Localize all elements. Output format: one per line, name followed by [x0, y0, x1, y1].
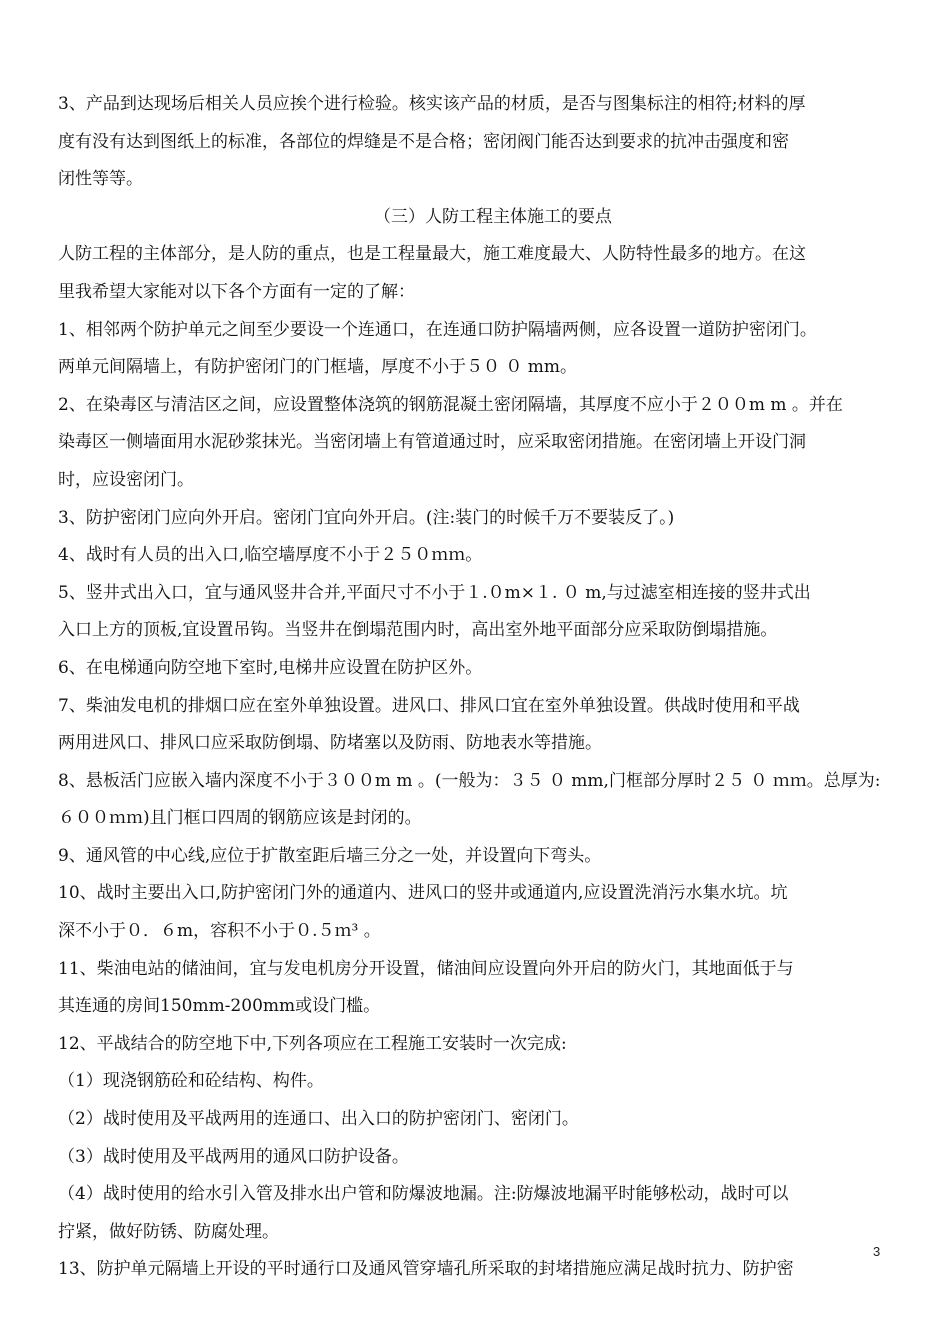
paragraph-line: 入口上方的顶板,宜设置吊钩。当竖井在倒塌范围内时，高出室外地平面部分应采取防倒塌措施。: [58, 620, 778, 641]
page-number: 3: [873, 1244, 881, 1259]
document-body: [58, 86, 898, 1289]
paragraph-line: 闭性等等。: [58, 169, 143, 190]
paragraph-line: 7、柴油发电机的排烟口应在室外单独设置。进风口、排风口宜在室外单独设置。供战时使用和平战: [58, 695, 800, 716]
paragraph-line: 4、战时有人员的出入口,临空墙厚度不小于２５０ｍｍ。: [58, 545, 483, 566]
paragraph-line: 其连通的房间150mm-200mm或设门槛。: [58, 996, 381, 1017]
paragraph-line: 染毒区一侧墙面用水泥砂浆抹光。当密闭墙上有管道通过时，应采取密闭措施。在密闭墙上开设门洞: [58, 432, 806, 453]
paragraph-line: 3、产品到达现场后相关人员应挨个进行检验。核实该产品的材质，是否与图集标注的相符;材料的厚: [58, 94, 806, 114]
paragraph-line: 11、柴油电站的储油间，宜与发电机房分开设置，储油间应设置向外开启的防火门，其地面低于与: [58, 958, 794, 979]
paragraph-line: 12、平战结合的防空地下中,下列各项应在工程施工安装时一次完成:: [58, 1033, 567, 1054]
paragraph-line: 8、悬板活门应嵌入墙内深度不小于３００m m 。(一般为：３５ ０ mm,门框部分厚时２５ ０ ｍｍ。总厚为:: [58, 770, 881, 791]
paragraph-line: 拧紧，做好防锈、防腐处理。: [58, 1221, 279, 1242]
paragraph-line: 3、防护密闭门应向外开启。密闭门宜向外开启。(注:装门的时候千万不要装反了。): [58, 507, 675, 528]
paragraph-line: （1）现浇钢筋砼和砼结构、构件。: [58, 1071, 324, 1092]
paragraph-line: ６００ｍｍ)且门框口四周的钢筋应该是封闭的。: [58, 808, 422, 829]
paragraph-line: 里我希望大家能对以下各个方面有一定的了解：: [58, 281, 415, 302]
paragraph-line: （2）战时使用及平战两用的连通口、出入口的防护密闭门、密闭门。: [58, 1109, 579, 1130]
paragraph-line: 6、在电梯通向防空地下室时,电梯井应设置在防护区外。: [58, 657, 483, 678]
paragraph-line: 度有没有达到图纸上的标准，各部位的焊缝是不是合格；密闭阀门能否达到要求的抗冲击强度和密: [58, 131, 789, 152]
paragraph-line: 时，应设密闭门。: [58, 469, 194, 490]
paragraph-line: 10、战时主要出入口,防护密闭门外的通道内、进风口的竖井或通道内,应设置洗消污水集水坑。坑: [58, 883, 788, 904]
paragraph-line: 人防工程的主体部分，是人防的重点，也是工程量最大，施工难度最大、人防特性最多的地方。在这: [58, 244, 806, 265]
paragraph-line: 1、相邻两个防护单元之间至少要设一个连通口，在连通口防护隔墙两侧，应各设置一道防护密闭门。: [58, 319, 817, 340]
paragraph-line: 深不小于０．６m，容积不小于０.５ｍ³ 。: [58, 921, 381, 942]
paragraph-line: 2、在染毒区与清洁区之间，应设置整体浇筑的钢筋混凝土密闭隔墙，其厚度不应小于２００m m 。并在: [58, 394, 843, 415]
paragraph-line: 两用进风口、排风口应采取防倒塌、防堵塞以及防雨、防地表水等措施。: [58, 733, 602, 754]
section-heading: （三）人防工程主体施工的要点: [374, 206, 612, 227]
paragraph-line: 两单元间隔墙上，有防护密闭门的门框墙，厚度不小于５０ ０ mm。: [58, 357, 578, 378]
paragraph-line: 9、通风管的中心线,应位于扩散室距后墙三分之一处，并设置向下弯头。: [58, 845, 602, 866]
paragraph-line: 13、防护单元隔墙上开设的平时通行口及通风管穿墙孔所采取的封堵措施应满足战时抗力、防护密: [58, 1259, 794, 1280]
paragraph-line: 5、竖井式出入口，宜与通风竖井合并,平面尺寸不小于１.０m×１. ０ m,与过滤室相连接的竖井式出: [58, 582, 811, 603]
paragraph-line: （4）战时使用的给水引入管及排水出户管和防爆波地漏。注:防爆波地漏平时能够松动，战时可以: [58, 1184, 789, 1205]
paragraph-line: （3）战时使用及平战两用的通风口防护设备。: [58, 1146, 409, 1167]
